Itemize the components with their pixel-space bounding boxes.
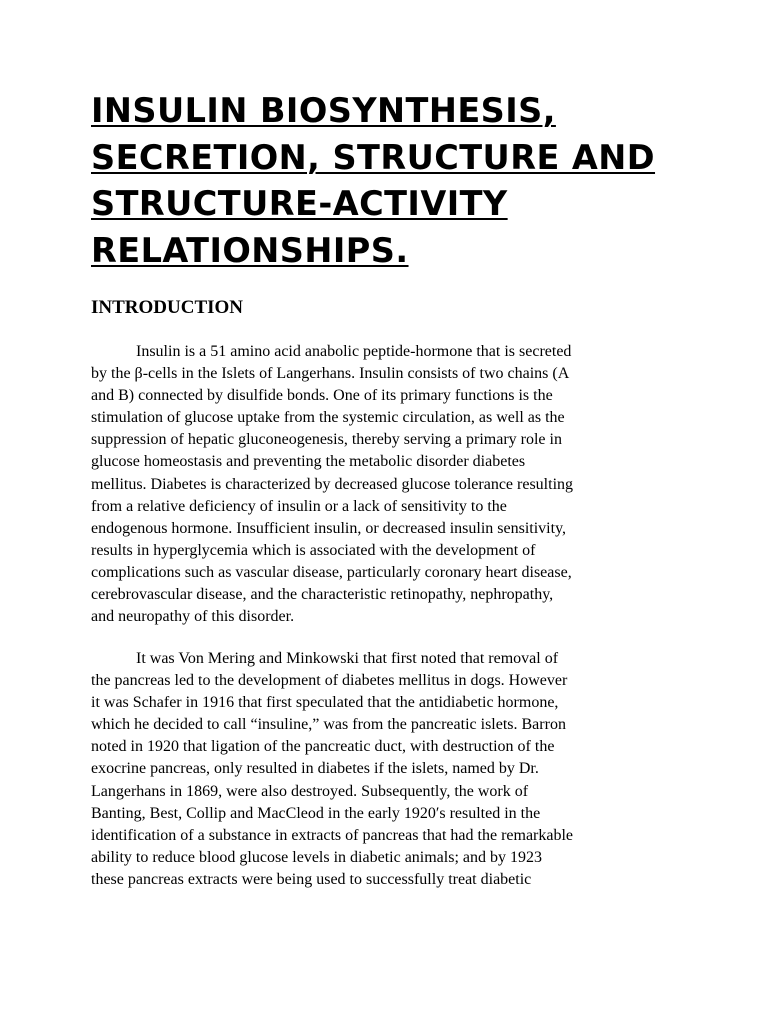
title-line: SECRETION, STRUCTURE AND: [91, 137, 656, 177]
paragraph-line: complications such as vascular disease, particularly coronary heart disease,: [91, 563, 572, 581]
paragraph-line: stimulation of glucose uptake from the systemic circulation, as well as the: [91, 409, 565, 427]
paragraph-line: by the β-cells in the Islets of Langerhans. Insulin consists of two chains (A: [91, 365, 570, 383]
paragraph-line: and neuropathy of this disorder.: [91, 608, 295, 626]
title-line: STRUCTURE-ACTIVITY: [91, 184, 508, 223]
paragraph-line: mellitus. Diabetes is characterized by decreased glucose tolerance resulting: [91, 475, 574, 493]
section-heading-introduction: INTRODUCTION: [91, 297, 244, 318]
paragraph-line: glucose homeostasis and preventing the metabolic disorder diabetes: [91, 453, 526, 471]
paragraph-line: Langerhans in 1869, were also destroyed. Subsequently, the work of: [91, 782, 529, 800]
paragraph-line: endogenous hormone. Insufficient insulin, or decreased insulin sensitivity,: [91, 519, 567, 537]
paragraph-line: ability to reduce blood glucose levels in diabetic animals; and by 1923: [91, 848, 542, 866]
paragraph-line: results in hyperglycemia which is associated with the development of: [91, 541, 536, 559]
paragraph-line: from a relative deficiency of insulin or a lack of sensitivity to the: [91, 497, 507, 515]
paragraph-line: noted in 1920 that ligation of the pancreatic duct, with destruction of the: [91, 738, 555, 756]
title-line: RELATIONSHIPS.: [91, 230, 409, 270]
paragraph-line: and B) connected by disulfide bonds. One of its primary functions is the: [91, 387, 553, 405]
paragraph-line: It was Von Mering and Minkowski that first noted that removal of: [136, 650, 559, 667]
title-line: INSULIN BIOSYNTHESIS,: [91, 91, 556, 130]
paragraph-line: cerebrovascular disease, and the characteristic retinopathy, nephropathy,: [91, 586, 554, 604]
paragraph-1: [91, 341, 691, 628]
paragraph-line: the pancreas led to the development of diabetes mellitus in dogs. However: [91, 672, 568, 690]
paragraph-2: [91, 648, 691, 891]
paragraph-line: exocrine pancreas, only resulted in diabetes if the islets, named by Dr.: [91, 760, 539, 778]
document-title: [91, 88, 731, 274]
paragraph-line: identification of a substance in extracts of pancreas that had the remarkable: [91, 826, 574, 844]
paragraph-line: which he decided to call “insuline,” was from the pancreatic islets. Barron: [91, 716, 566, 734]
paragraph-line: these pancreas extracts were being used to successfully treat diabetic: [91, 870, 532, 888]
paragraph-line: Banting, Best, Collip and MacCleod in the early 1920′s resulted in the: [91, 804, 541, 822]
paragraph-line: it was Schafer in 1916 that first speculated that the antidiabetic hormone,: [91, 694, 559, 712]
paragraph-line: Insulin is a 51 amino acid anabolic peptide-hormone that is secreted: [136, 343, 572, 360]
paragraph-line: suppression of hepatic gluconeogenesis, thereby serving a primary role in: [91, 431, 562, 449]
